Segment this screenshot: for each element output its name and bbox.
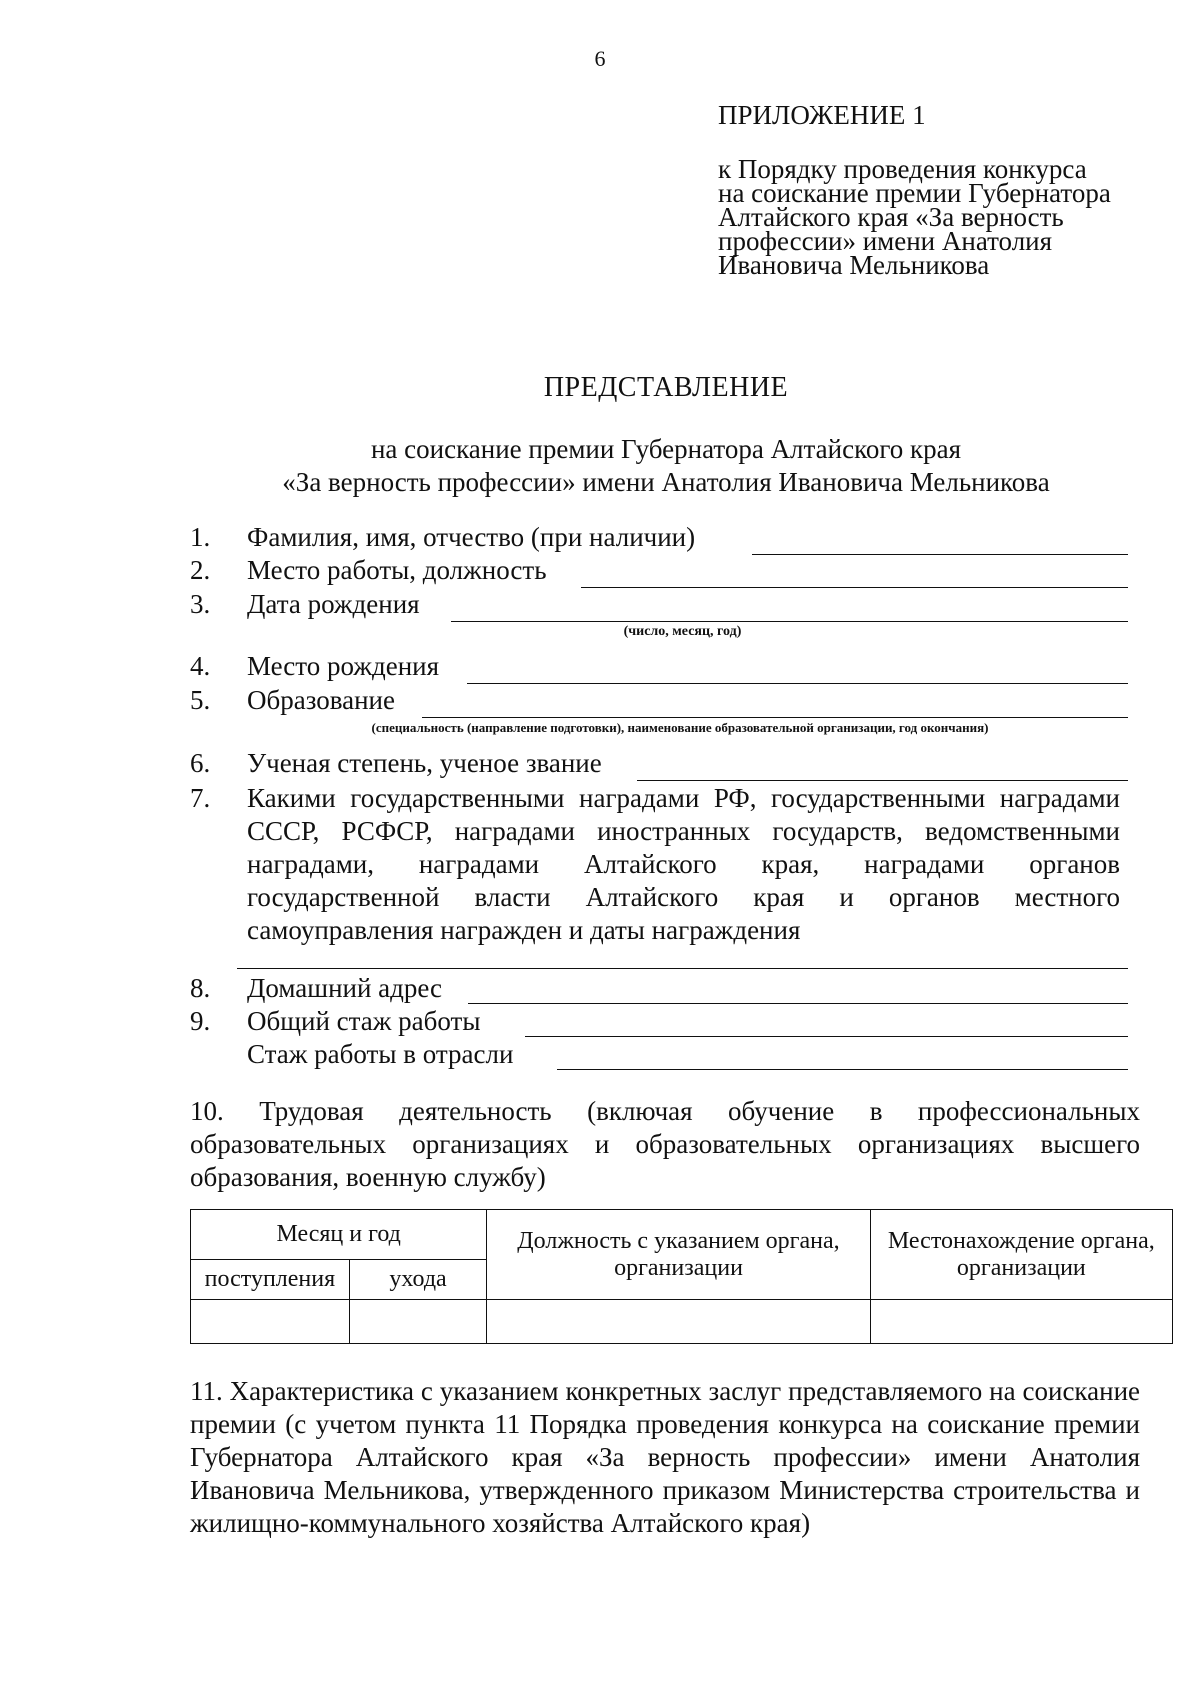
field-number: 1. [190,522,211,552]
awards-question: Какими государственными наградами РФ, государственными наградами СССР, РСФСР, наградами иностранных государств, ведомственными наградами, наградами Алтайского края, наградами органов государственной власти Алтайского края и органов местного самоуправления награжден и даты награждения [247,783,1120,945]
birth-date-hint: (число, месяц, год) [623,624,742,639]
appendix-reference [718,154,1141,280]
field-label: Место рождения [247,651,440,681]
industry-experience-line[interactable] [557,1069,1128,1070]
field-label: Стаж работы в отрасли [247,1039,514,1069]
total-experience-line[interactable] [525,1036,1128,1037]
appendix-title: ПРИЛОЖЕНИЕ 1 [718,100,926,130]
document-subtitle [0,433,1200,499]
field-label: Ученая степень, ученое звание [247,748,602,778]
field-number: 3. [190,589,211,619]
field-number: 5. [190,685,211,715]
degree-line[interactable] [637,780,1128,781]
home-address-line[interactable] [468,1003,1128,1004]
field-number: 2. [190,555,211,585]
birth-date-line[interactable] [451,621,1128,622]
subtitle-line: «За верность профессии» имени Анатолия Ивановича Мельникова [282,467,1050,497]
start-header: поступления [191,1260,350,1300]
awards-line[interactable] [237,968,1128,969]
field-number: 6. [190,748,211,778]
birth-place-line[interactable] [467,683,1128,684]
workplace-line[interactable] [581,587,1128,588]
field-awards [190,782,1120,947]
appendix-ref-line: на соискание премии Губернатора [718,178,1111,208]
end-cell[interactable] [349,1300,486,1344]
appendix-ref-line: Ивановича Мельникова [718,250,990,280]
field-number: 8. [190,973,211,1003]
month-year-header: Месяц и год [191,1210,487,1260]
start-cell[interactable] [191,1300,350,1344]
field-label: Место работы, должность [247,555,547,585]
field-label: Фамилия, имя, отчество (при наличии) [247,522,696,552]
table-row [191,1300,1173,1344]
subtitle-line: на соискание премии Губернатора Алтайского края [370,434,962,464]
position-cell[interactable] [487,1300,870,1344]
q11-text: 11. Характеристика с указанием конкретных заслуг представляемого на соискание премии (с учетом пункта 11 Порядка проведения конкурса на соискание премии Губернатора Алтайского края «За верность профессии» имени Анатолия Ивановича Мельникова, утвержденного приказом Министерства строительства и жилищно-коммунального хозяйства Алтайского края) [190,1376,1140,1538]
location-cell[interactable] [870,1300,1172,1344]
field-label: Общий стаж работы [247,1006,481,1036]
position-header: Должность с указанием органа, организации [487,1210,870,1300]
field-number: 7. [190,783,211,813]
field-label: Образование [247,685,395,715]
q10-text: 10. Трудовая деятельность (включая обучение в профессиональных образовательных организациях и образовательных организациях высшего образования, военную службу) [190,1096,1140,1192]
education-hint: (специальность (направление подготовки), наименование образовательной организации, год окончания) [371,720,989,735]
full-name-line[interactable] [752,554,1128,555]
field-label: Домашний адрес [247,973,443,1003]
education-line[interactable] [422,717,1128,718]
appendix-ref-line: к Порядку проведения конкурса [718,154,1087,184]
end-header: ухода [349,1260,486,1300]
field-number: 9. [190,1006,211,1036]
field-label: Дата рождения [247,589,420,619]
location-header: Местонахождение органа, организации [870,1210,1172,1300]
page-number: 6 [594,46,606,71]
field-number: 4. [190,651,211,681]
document-title: ПРЕДСТАВЛЕНИЕ [543,372,789,403]
appendix-ref-line: профессии» имени Анатолия [718,226,1053,256]
appendix-ref-line: Алтайского края «За верность [718,202,1064,232]
work-history-table [190,1209,1173,1344]
